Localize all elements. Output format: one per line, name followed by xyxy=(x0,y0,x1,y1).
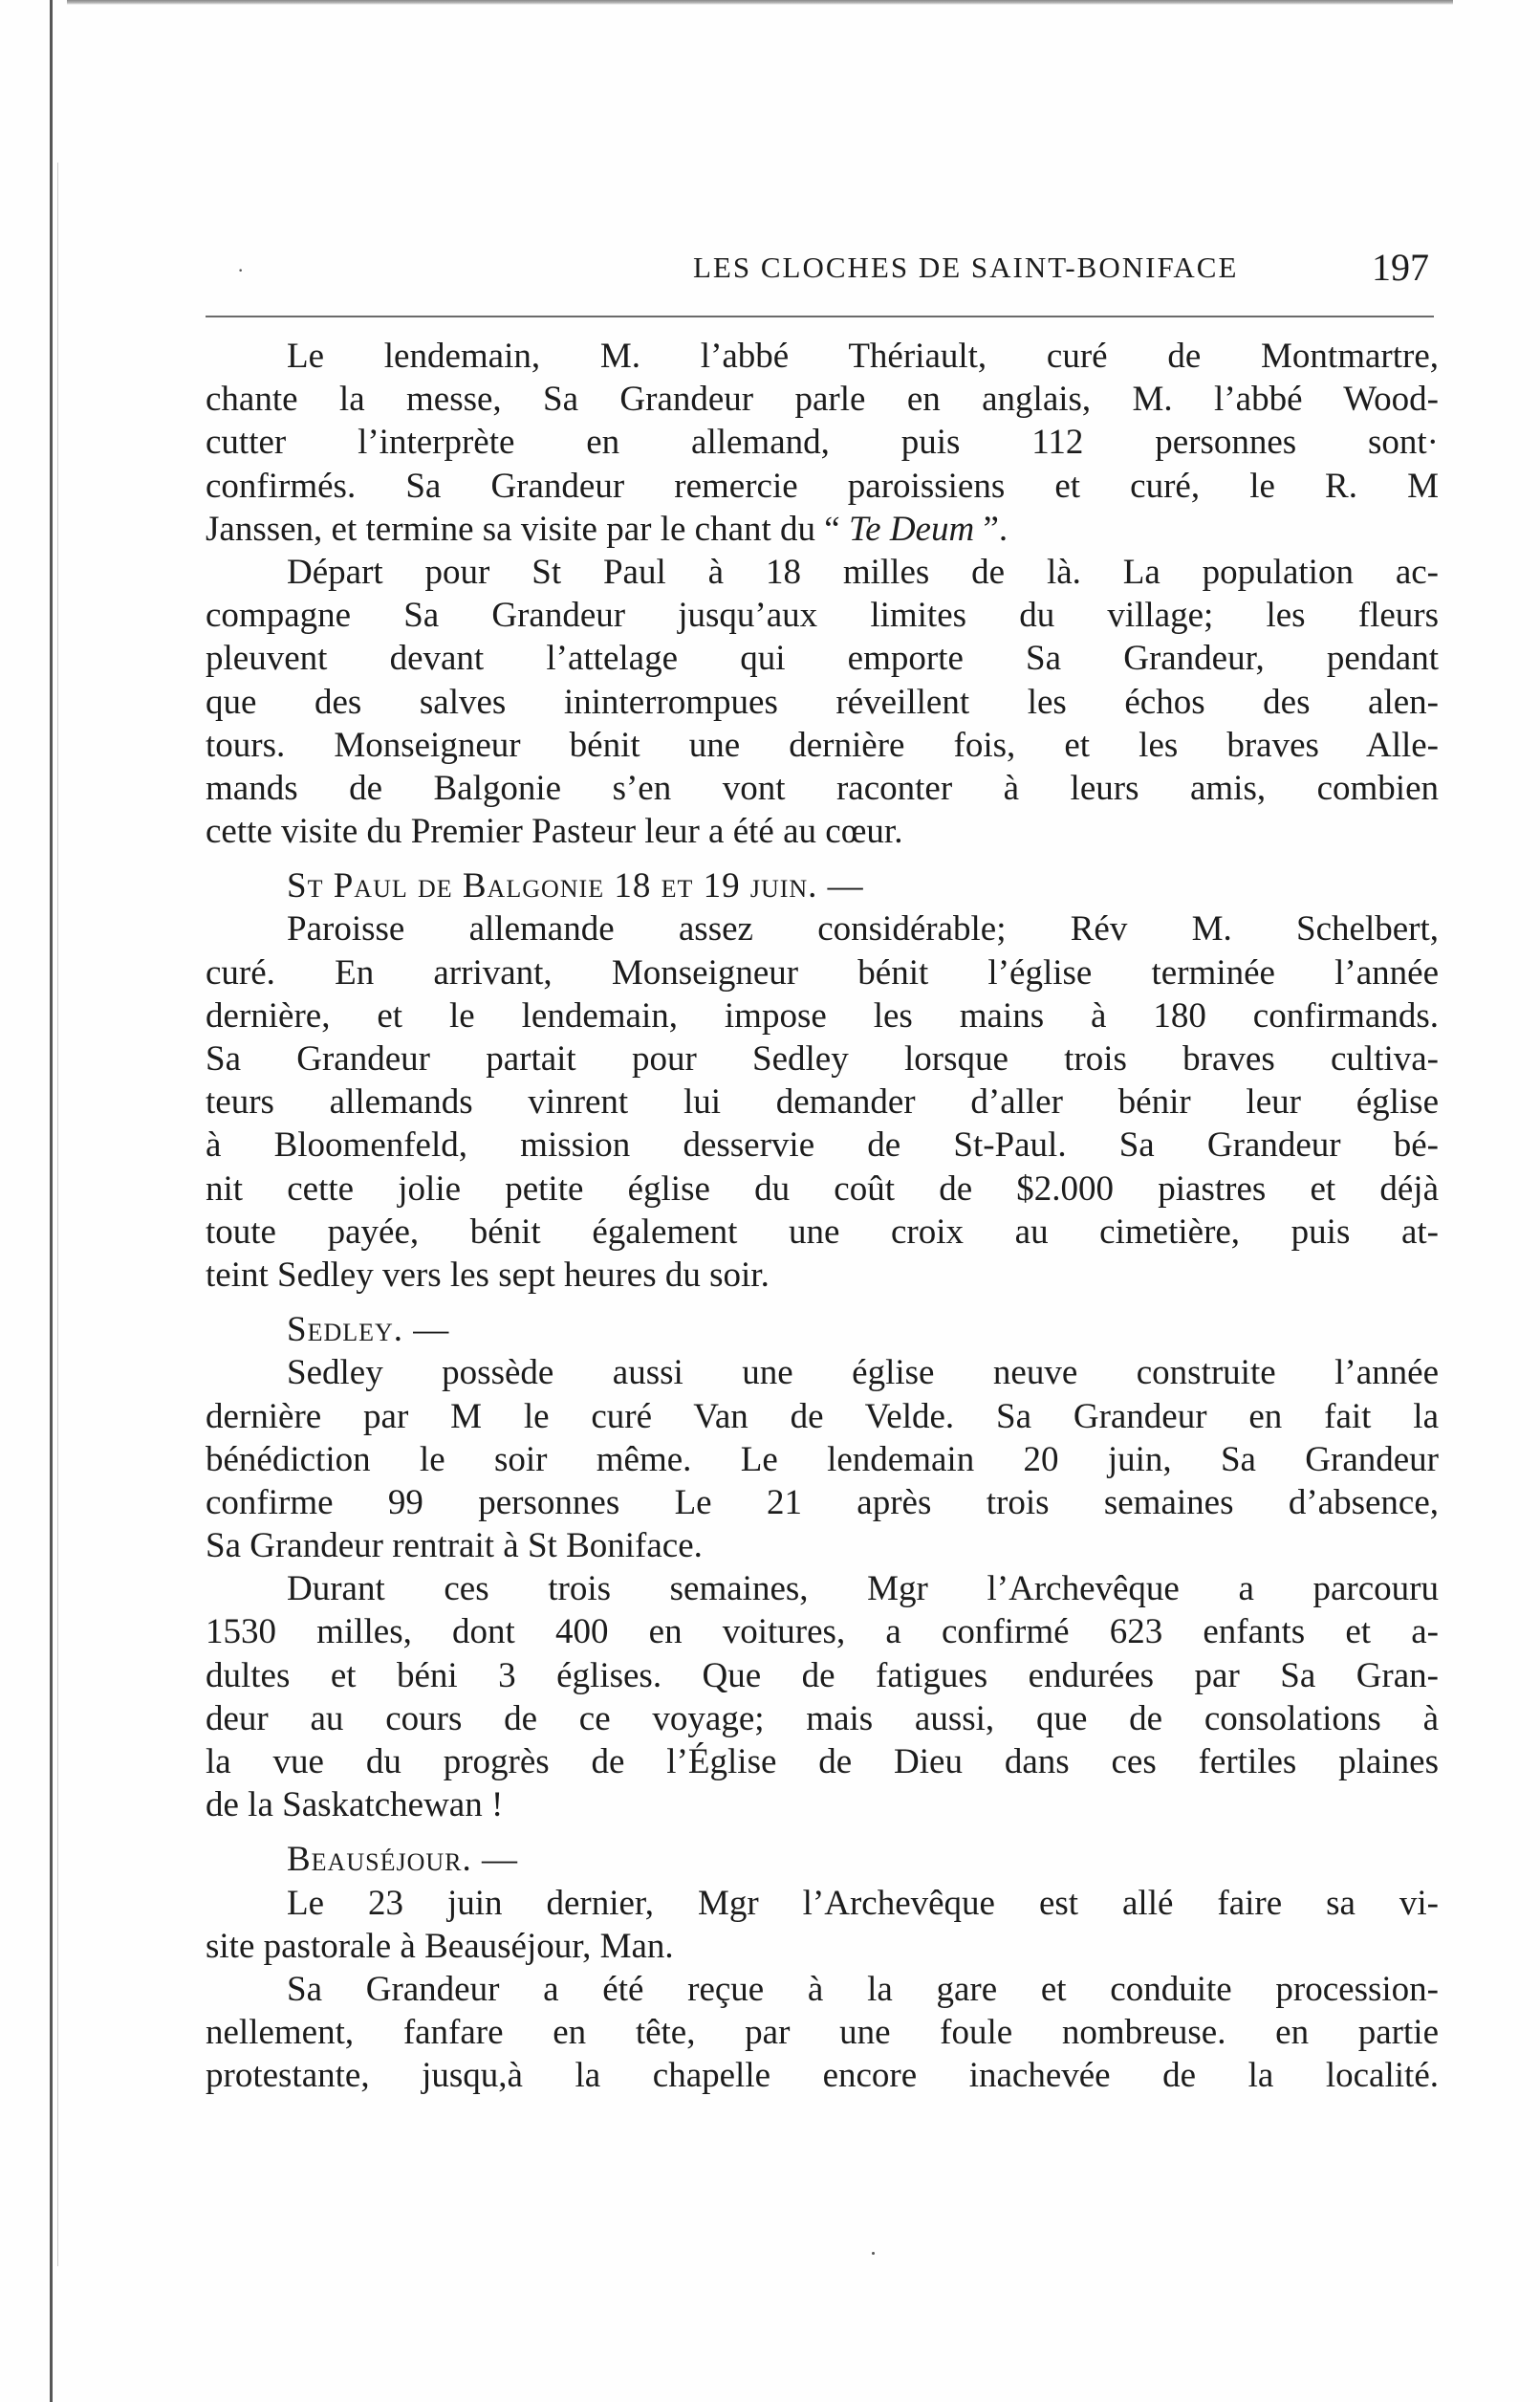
text-line xyxy=(206,1882,1439,1925)
text-line-content: Sedley. — xyxy=(287,1310,450,1350)
text-line xyxy=(206,1783,1439,1826)
text-line-content: Sa Grandeur a été reçue à la gare et conduite procession- xyxy=(287,1969,1439,2009)
text-line xyxy=(206,1567,1439,1610)
text-line-content: curé. En arrivant, Monseigneur bénit l’église terminée l’année xyxy=(206,952,1439,993)
text-line xyxy=(206,2011,1439,2054)
text-line xyxy=(206,1438,1439,1481)
text-line xyxy=(206,907,1439,950)
text-line-content: compagne Sa Grandeur jusqu’aux limites du village; les fleurs xyxy=(206,596,1439,636)
text-line-content: nellement, fanfare en tête, par une foule nombreuse. en partie xyxy=(206,2013,1439,2053)
scan-top-edge xyxy=(67,0,1453,5)
text-line xyxy=(206,1254,1439,1297)
text-line-content: pleuvent devant l’attelage qui emporte Sa Grandeur, pendant xyxy=(206,639,1439,679)
text-line xyxy=(206,1697,1439,1740)
text-line-content: que des salves ininterrompues réveillent les échos des alen- xyxy=(206,682,1439,722)
text-line xyxy=(206,1654,1439,1697)
text-line-content: teurs allemands vinrent lui demander d’aller bénir leur église xyxy=(206,1082,1439,1123)
text-line xyxy=(206,1740,1439,1783)
text-line-content: dultes et béni 3 églises. Que de fatigues endurées par Sa Gran- xyxy=(206,1655,1439,1695)
scan-binding-shadow xyxy=(57,163,58,2266)
text-line xyxy=(206,1168,1439,1211)
text-line-content: mands de Balgonie s’en vont raconter à leurs amis, combien xyxy=(206,768,1439,808)
text-line xyxy=(206,508,1439,551)
text-line xyxy=(206,994,1439,1037)
text-line xyxy=(206,1037,1439,1081)
text-line xyxy=(206,2054,1439,2097)
text-line xyxy=(206,1481,1439,1524)
text-line-content: protestante, jusqu,à la chapelle encore inachevée de la localité. xyxy=(206,2056,1439,2096)
page-header xyxy=(206,246,1439,296)
text-line-content: chante la messe, Sa Grandeur parle en anglais, M. l’abbé Wood- xyxy=(206,380,1439,420)
text-line xyxy=(206,724,1439,767)
text-line xyxy=(206,1838,1439,1881)
page-number: 197 xyxy=(1372,246,1429,289)
text-line-content: Le lendemain, M. l’abbé Thériault, curé de Montmartre, xyxy=(287,337,1439,376)
text-line-content: Durant ces trois semaines, Mgr l’Archevêque a parcouru xyxy=(287,1569,1439,1609)
text-line-content: 1530 milles, dont 400 en voitures, a confirmé 623 enfants et a- xyxy=(206,1612,1439,1652)
italic-title: Te Deum xyxy=(848,509,975,549)
text-line xyxy=(206,594,1439,637)
header-bullet: · xyxy=(237,258,245,282)
text-line-content: confirme 99 personnes Le 21 après trois semaines d’absence, xyxy=(206,1482,1439,1522)
body-text xyxy=(206,335,1439,2098)
text-line-content: cette visite du Premier Pasteur leur a été au cœur. xyxy=(206,812,903,852)
text-line xyxy=(206,637,1439,680)
text-line-content: site pastorale à Beauséjour, Man. xyxy=(206,1926,674,1966)
text-line xyxy=(206,1081,1439,1124)
text-line-content: Départ pour St Paul à 18 milles de là. La population ac- xyxy=(287,552,1439,592)
scan-binding-edge xyxy=(50,0,53,2402)
text-line xyxy=(206,335,1439,378)
text-line xyxy=(206,681,1439,724)
text-line-content: St Paul de Balgonie 18 et 19 juin. — xyxy=(287,866,864,906)
text-line-content: dernière, et le lendemain, impose les mains à 180 confirmands. xyxy=(206,995,1439,1036)
text-line-content: dernière par M le curé Van de Velde. Sa Grandeur en fait la xyxy=(206,1396,1439,1436)
text-line xyxy=(206,1395,1439,1438)
text-line-content: toute payée, bénit également une croix au cimetière, puis at- xyxy=(206,1212,1439,1252)
text-line xyxy=(206,465,1439,508)
text-line-content: confirmés. Sa Grandeur remercie paroissiens et curé, le R. M xyxy=(206,466,1439,506)
ink-speck xyxy=(872,2252,875,2255)
text-line-content: teint Sedley vers les sept heures du soir. xyxy=(206,1255,770,1295)
text-line xyxy=(206,1308,1439,1351)
text-line xyxy=(206,1124,1439,1167)
text-line-content: Sa Grandeur rentrait à St Boniface. xyxy=(206,1526,703,1566)
text-line xyxy=(206,767,1439,810)
text-line-content: cutter l’interprète en allemand, puis 112 personnes sont· xyxy=(206,423,1439,463)
running-head: LES CLOCHES DE SAINT-BONIFACE xyxy=(693,251,1239,284)
text-line xyxy=(206,1351,1439,1394)
text-line-content: Sa Grandeur partait pour Sedley lorsque trois braves cultiva- xyxy=(206,1039,1439,1079)
text-line-content: à Bloomenfeld, mission desservie de St-Paul. Sa Grandeur bé- xyxy=(206,1125,1439,1166)
text-line-content: bénédiction le soir même. Le lendemain 20 juin, Sa Grandeur xyxy=(206,1439,1439,1479)
text-line xyxy=(206,1524,1439,1567)
text-line-content: la vue du progrès de l’Église de Dieu dans ces fertiles plaines xyxy=(206,1742,1439,1781)
text-line-content: nit cette jolie petite église du coût de $2.000 piastres et déjà xyxy=(206,1168,1439,1209)
text-line-content: Janssen, et termine sa visite par le chant du “ xyxy=(206,509,849,549)
text-line xyxy=(206,1610,1439,1653)
text-line-content: de la Saskatchewan ! xyxy=(206,1785,504,1825)
text-line xyxy=(206,810,1439,853)
text-line-content: tours. Monseigneur bénit une dernière fois, et les braves Alle- xyxy=(206,725,1439,765)
text-line-tail: ”. xyxy=(974,509,1009,549)
header-rule xyxy=(206,316,1434,317)
text-line-content: Sedley possède aussi une église neuve construite l’année xyxy=(287,1353,1439,1393)
text-line xyxy=(206,1968,1439,2011)
text-line xyxy=(206,551,1439,594)
text-line xyxy=(206,1925,1439,1968)
text-line xyxy=(206,1211,1439,1254)
text-line-content: Le 23 juin dernier, Mgr l’Archevêque est allé faire sa vi- xyxy=(287,1883,1439,1923)
text-line-content: Beauséjour. — xyxy=(287,1840,518,1880)
text-line xyxy=(206,951,1439,994)
text-line-content: deur au cours de ce voyage; mais aussi, que de consolations à xyxy=(206,1698,1439,1738)
text-line xyxy=(206,421,1439,464)
text-line xyxy=(206,378,1439,421)
text-line-content: Paroisse allemande assez considérable; Rév M. Schelbert, xyxy=(287,909,1439,950)
text-line xyxy=(206,864,1439,907)
